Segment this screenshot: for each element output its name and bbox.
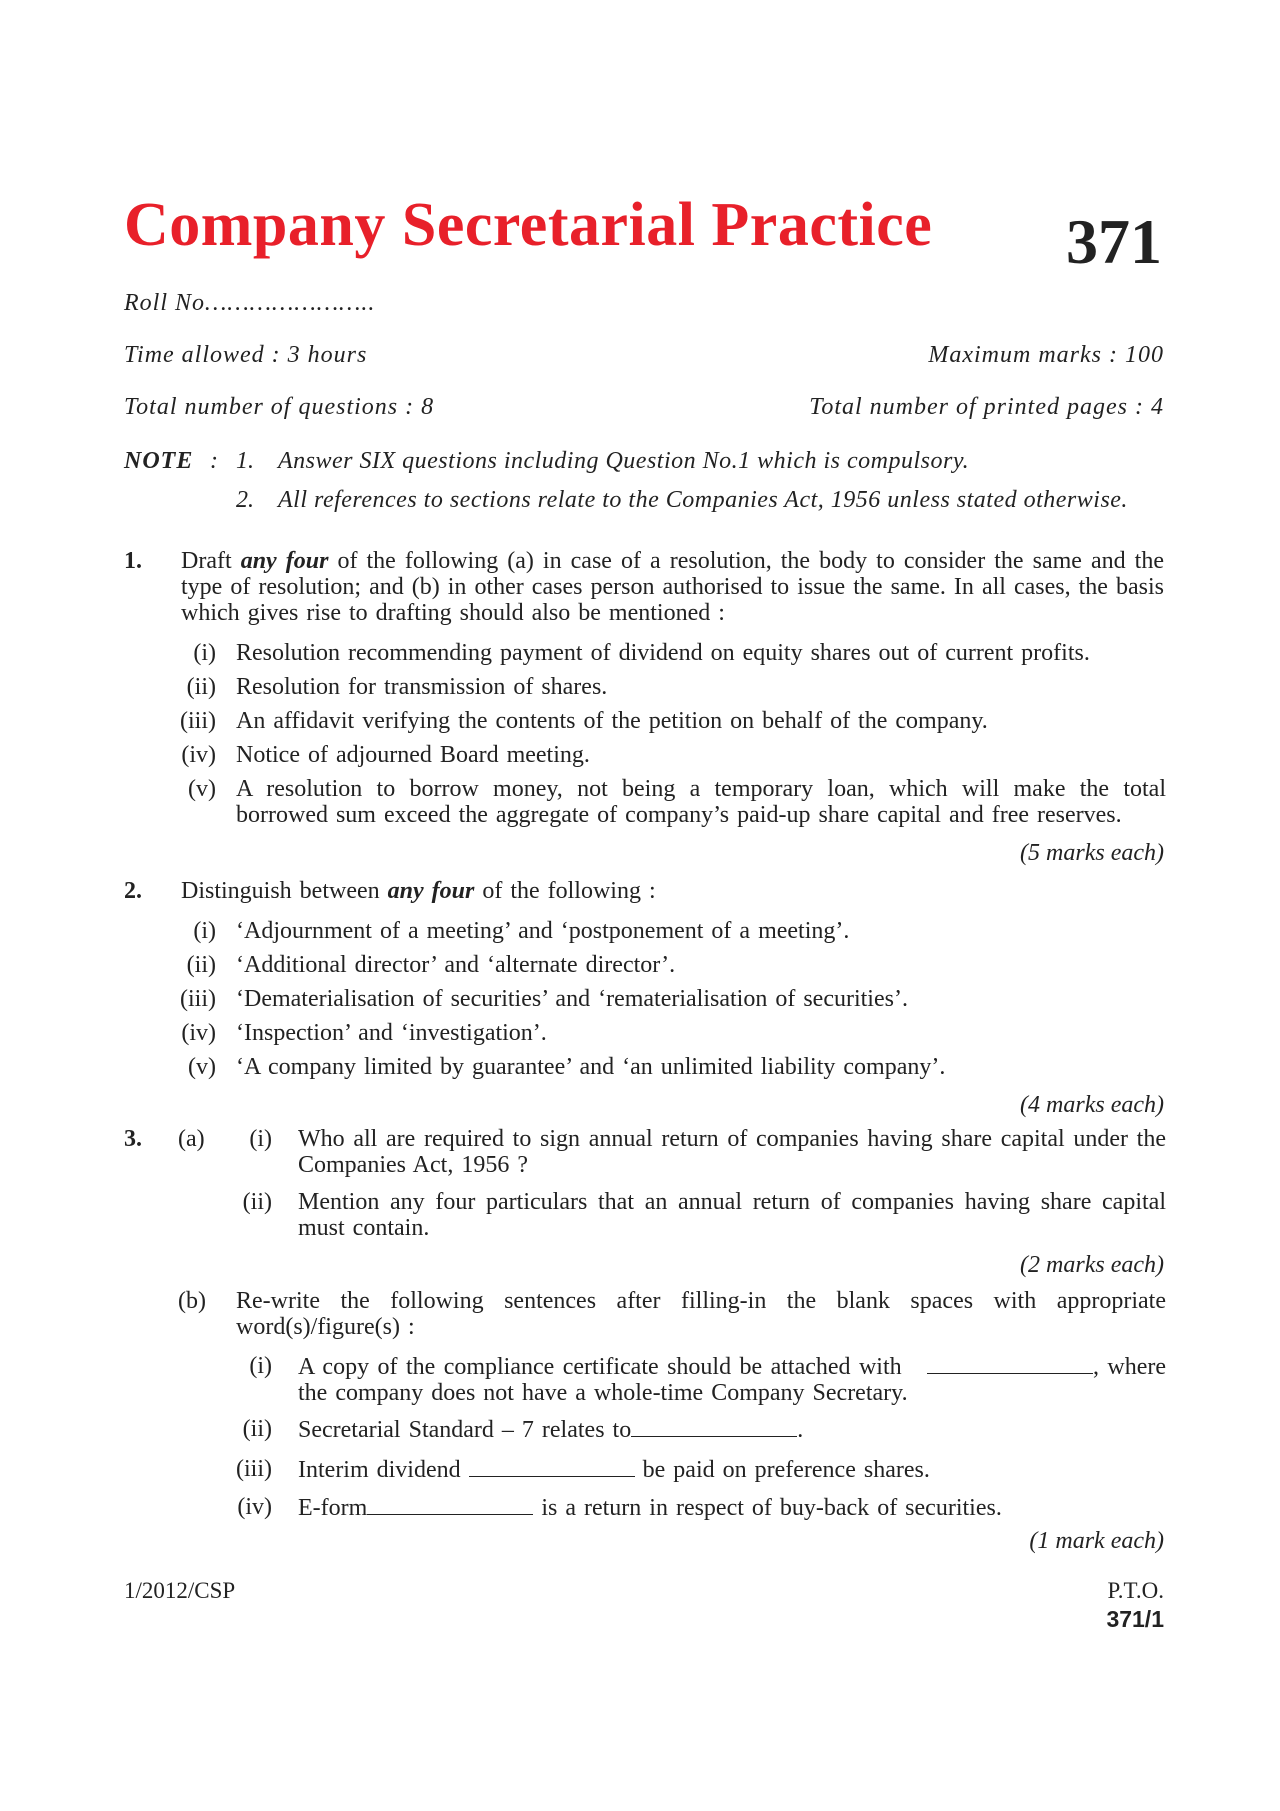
- total-pages: Total number of printed pages : 4: [809, 394, 1164, 420]
- item-number: (iii): [236, 1456, 272, 1482]
- note-item-number: 1.: [236, 448, 254, 474]
- emphasis: any four: [387, 878, 475, 904]
- question-number: 2.: [124, 878, 142, 904]
- emphasis: any four: [240, 548, 329, 574]
- list-item: Secretarial Standard – 7 relates to .: [298, 1417, 804, 1443]
- item-number: (iii): [180, 986, 216, 1012]
- list-item: A copy of the compliance certificate should be attached with , where the company does not have a whole-time Company Secretary.: [298, 1354, 1166, 1406]
- item-number: (i): [193, 918, 216, 944]
- list-item: ‘Inspection’ and ‘investigation’.: [236, 1020, 547, 1046]
- question-number: 1.: [124, 548, 142, 574]
- item-number: (iii): [180, 708, 216, 734]
- marks-note: (2 marks each): [1020, 1252, 1164, 1278]
- list-item: Who all are required to sign annual return of companies having share capital under the Companies Act, 1956 ?: [298, 1126, 1166, 1178]
- footer-code: 1/2012/CSP: [124, 1578, 236, 1603]
- list-item: ‘Additional director’ and ‘alternate director’.: [236, 952, 676, 978]
- list-item: Interim dividend be paid on preference shares.: [298, 1457, 930, 1483]
- roll-no: Roll No…………………..: [124, 290, 376, 316]
- list-item: ‘Adjournment of a meeting’ and ‘postponement of a meeting’.: [236, 918, 850, 944]
- question-number: 3.: [124, 1126, 142, 1152]
- note-label: NOTE: [124, 448, 194, 474]
- item-number: (i): [249, 1353, 272, 1379]
- item-number: (i): [249, 1126, 272, 1152]
- answer-blank[interactable]: [469, 1456, 635, 1477]
- note-item-text: Answer SIX questions including Question No.1 which is compulsory.: [278, 448, 970, 474]
- paper-code: 371: [1066, 206, 1162, 277]
- total-questions: Total number of questions : 8: [124, 394, 435, 420]
- answer-blank[interactable]: [367, 1494, 533, 1515]
- item-number: (iv): [181, 1020, 216, 1046]
- list-item: ‘A company limited by guarantee’ and ‘an unlimited liability company’.: [236, 1054, 946, 1080]
- item-number: (i): [193, 640, 216, 666]
- part-label: (b): [178, 1288, 206, 1314]
- list-item: An affidavit verifying the contents of the petition on behalf of the company.: [236, 708, 988, 734]
- list-item: ‘Dematerialisation of securities’ and ‘rematerialisation of securities’.: [236, 986, 908, 1012]
- item-number: (v): [188, 776, 216, 802]
- item-number: (iv): [237, 1494, 272, 1520]
- item-number: (ii): [242, 1416, 272, 1442]
- list-item: Resolution for transmission of shares.: [236, 674, 608, 700]
- marks-note: (1 mark each): [1029, 1528, 1164, 1554]
- note-item-text: All references to sections relate to the Companies Act, 1956 unless stated otherwise.: [278, 487, 1128, 513]
- answer-blank[interactable]: [927, 1353, 1093, 1374]
- maximum-marks: Maximum marks : 100: [928, 342, 1164, 368]
- page-code: 371/1: [1106, 1606, 1164, 1632]
- paper-title: Company Secretarial Practice: [124, 191, 933, 259]
- list-item: Mention any four particulars that an annual return of companies having share capital must contain.: [298, 1189, 1166, 1241]
- part-b-intro: Re-write the following sentences after filling-in the blank spaces with appropriate word(s)/figure(s) :: [236, 1288, 1166, 1340]
- marks-note: (5 marks each): [1020, 840, 1164, 866]
- item-number: (iv): [181, 742, 216, 768]
- question-2-intro: Distinguish between any four of the following :: [181, 878, 656, 904]
- list-item: Notice of adjourned Board meeting.: [236, 742, 590, 768]
- item-number: (ii): [242, 1189, 272, 1215]
- answer-blank[interactable]: [631, 1416, 797, 1437]
- time-allowed: Time allowed : 3 hours: [124, 342, 368, 368]
- question-1-intro: Draft any four of the following (a) in case of a resolution, the body to consider the same and the type of resolution; and (b) in other cases person authorised to issue the same. In all cases, the basis which gives rise to drafting should also be mentioned :: [181, 548, 1164, 626]
- note-item-number: 2.: [236, 487, 254, 513]
- item-number: (ii): [186, 952, 216, 978]
- marks-note: (4 marks each): [1020, 1092, 1164, 1118]
- list-item: Resolution recommending payment of dividend on equity shares out of current profits.: [236, 640, 1090, 666]
- list-item: E-form is a return in respect of buy-back of securities.: [298, 1495, 1002, 1521]
- note-colon: :: [210, 448, 218, 474]
- item-number: (ii): [186, 674, 216, 700]
- pto-label: P.T.O.: [1107, 1578, 1164, 1603]
- list-item: A resolution to borrow money, not being a temporary loan, which will make the total borrowed sum exceed the aggregate of company’s paid-up share capital and free reserves.: [236, 776, 1166, 828]
- item-number: (v): [188, 1054, 216, 1080]
- part-label: (a): [178, 1126, 205, 1152]
